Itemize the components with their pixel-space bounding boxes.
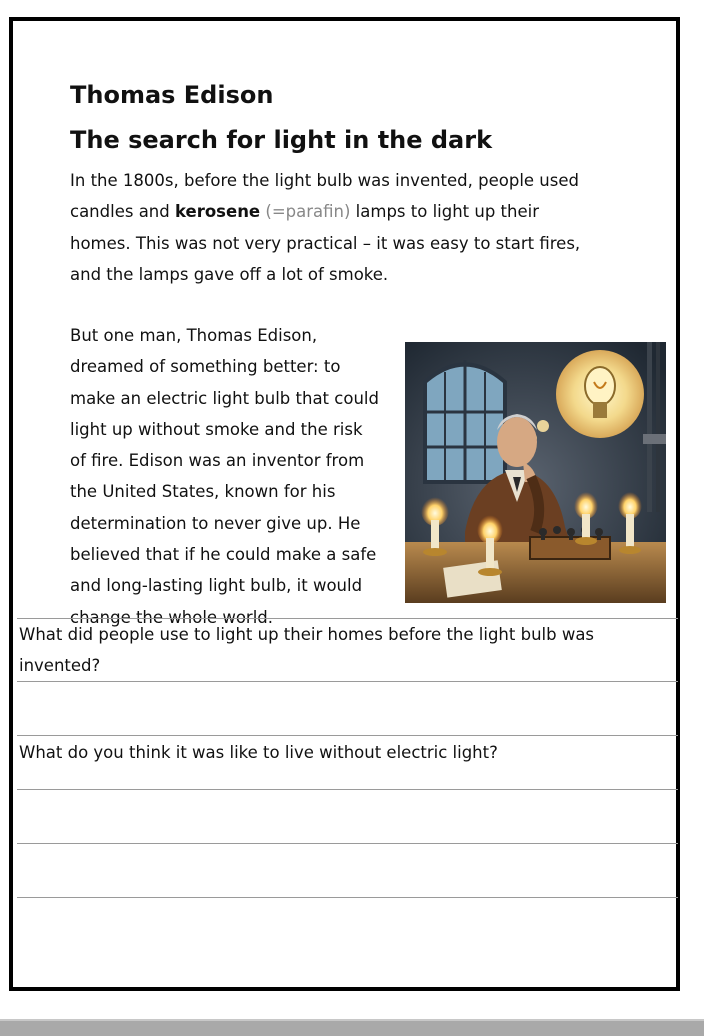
device-icon bbox=[530, 526, 610, 559]
answer-line bbox=[17, 897, 678, 898]
paragraph-line: dreamed of something better: to bbox=[70, 357, 341, 377]
paragraph-line: of fire. Edison was an inventor from bbox=[70, 451, 365, 471]
question-line: What did people use to light up their homes before the light bulb was bbox=[19, 625, 595, 644]
paragraph-line: homes. This was not very practical – it was easy to start fires, bbox=[70, 233, 581, 253]
edison-paragraph bbox=[70, 320, 400, 633]
page-subtitle: The search for light in the dark bbox=[70, 126, 493, 154]
bottom-scroll-edge bbox=[0, 1019, 704, 1036]
answer-line bbox=[17, 789, 678, 790]
paragraph-line: But one man, Thomas Edison, bbox=[70, 326, 318, 345]
kerosene-term: kerosene bbox=[174, 202, 261, 222]
paragraph-line: believed that if he could make a safe bbox=[70, 545, 377, 565]
question-line: invented? bbox=[19, 656, 101, 675]
question-line: What do you think it was like to live without electric light? bbox=[19, 743, 498, 762]
question-1 bbox=[19, 619, 659, 681]
paragraph-line: In the 1800s, before the light bulb was invented, people used bbox=[70, 171, 579, 190]
window-icon bbox=[425, 360, 505, 482]
line-rest: lamps to light up their bbox=[355, 202, 540, 222]
rule-line bbox=[17, 735, 678, 736]
worksheet-frame bbox=[9, 17, 680, 991]
paragraph-line: and long-lasting light bulb, it would bbox=[70, 576, 363, 596]
term-gloss: (=parafin) bbox=[265, 202, 351, 222]
paragraph-line: and the lamps gave off a lot of smoke. bbox=[70, 264, 389, 284]
question-2 bbox=[19, 737, 659, 768]
page-title: Thomas Edison bbox=[70, 81, 274, 109]
paragraph-line: change the whole world. bbox=[70, 607, 273, 627]
paragraph-line: the United States, known for his bbox=[70, 482, 336, 502]
paragraph-line: light up without smoke and the risk bbox=[70, 419, 363, 439]
intro-paragraph bbox=[70, 165, 630, 290]
answer-line bbox=[17, 681, 678, 682]
line-prefix: candles and bbox=[70, 202, 170, 222]
paragraph-line bbox=[70, 196, 630, 227]
paragraph-line: determination to never give up. He bbox=[70, 513, 361, 533]
edison-illustration bbox=[405, 342, 666, 603]
answer-line bbox=[17, 843, 678, 844]
paragraph-line: make an electric light bulb that could bbox=[70, 388, 379, 408]
